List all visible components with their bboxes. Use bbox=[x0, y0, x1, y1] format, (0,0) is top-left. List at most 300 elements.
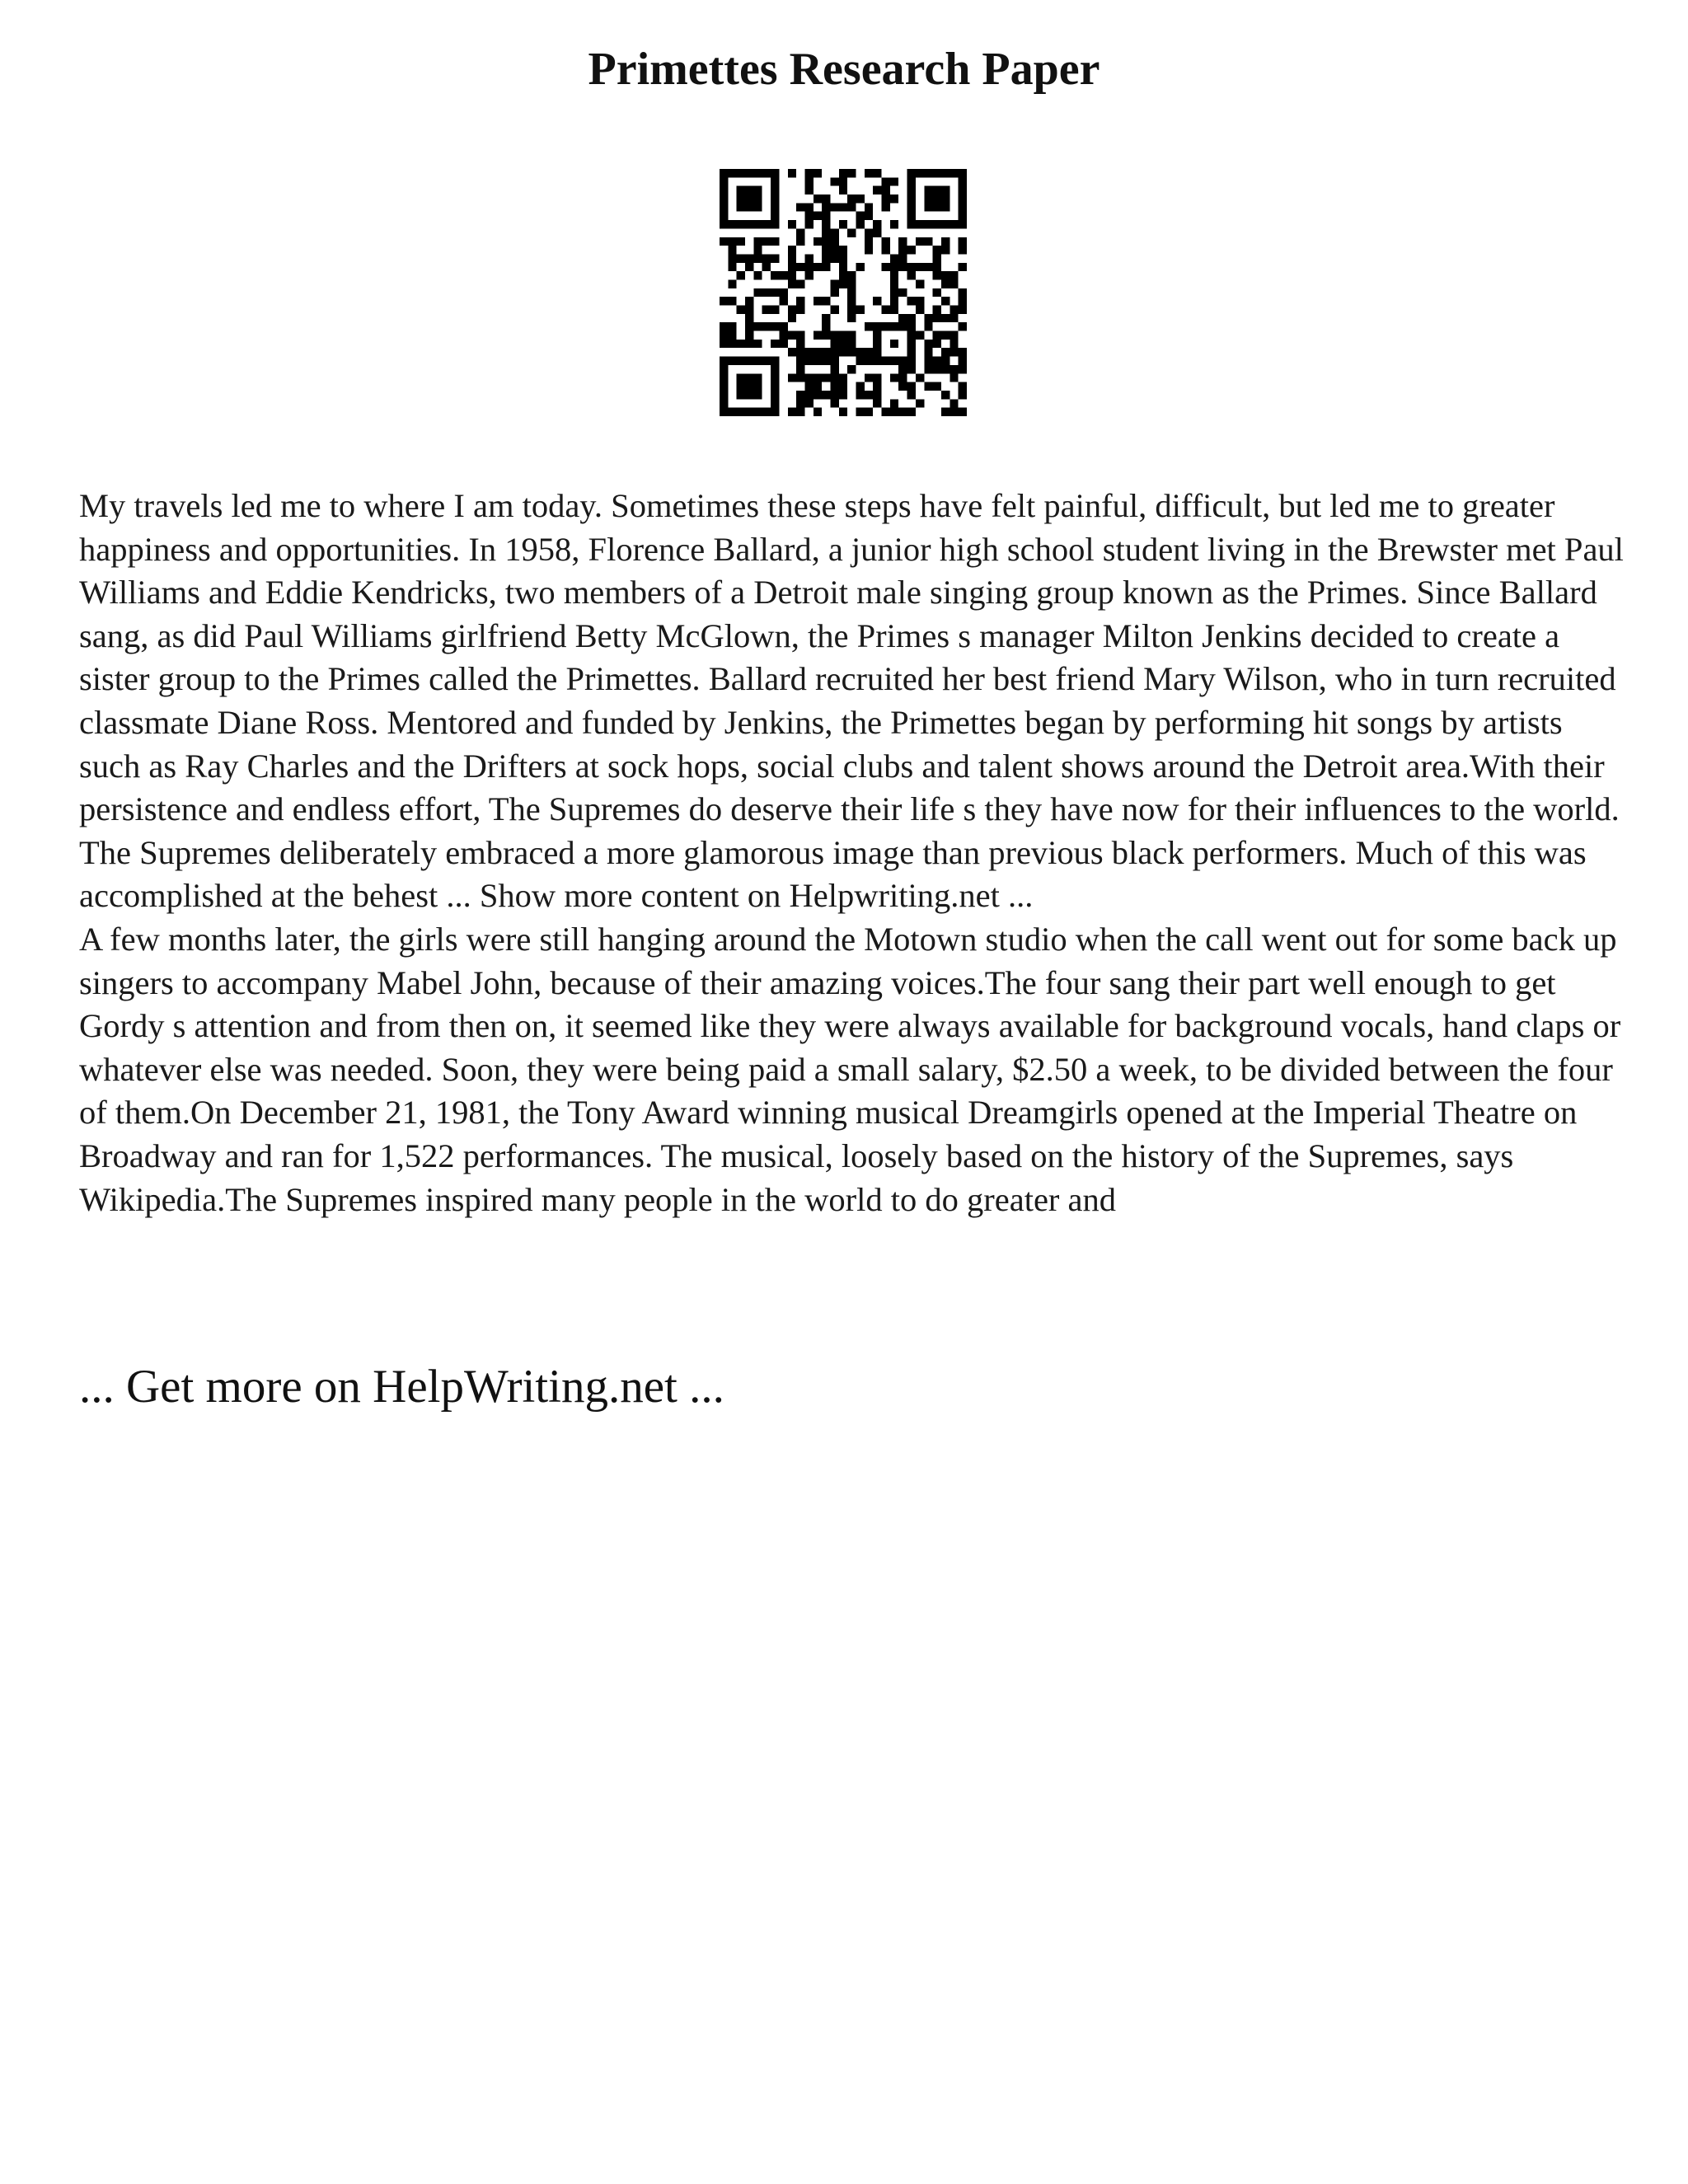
qr-module bbox=[856, 212, 865, 220]
qr-module bbox=[753, 194, 762, 203]
qr-module bbox=[753, 340, 762, 348]
qr-module bbox=[941, 186, 950, 194]
qr-module bbox=[856, 194, 865, 203]
qr-module bbox=[728, 322, 736, 330]
qr-module bbox=[847, 194, 856, 203]
qr-module bbox=[804, 220, 813, 228]
qr-module bbox=[796, 279, 804, 288]
qr-module bbox=[728, 297, 736, 305]
qr-module bbox=[959, 237, 967, 246]
qr-module bbox=[959, 203, 967, 211]
qr-module bbox=[890, 399, 898, 407]
qr-module bbox=[907, 348, 916, 356]
qr-module bbox=[737, 391, 745, 399]
paragraph: My travels led me to where I am today. Sometimes these steps have felt painful, difficult, but led me to greater happiness and opportunities. In 1958, Florence Ballard, a junior high school student living in the Brewster met Paul Williams and Eddie Kendricks, two members of a Detroit male singing group known as the Primes. Since Ballard sang, as did Paul Williams girlfriend Betty McGlown, the Primes s manager Milton Jenkins decided to create a sister group to the Primes called the Primettes. Ballard recruited her best friend Mary Wilson, who in turn recruited classmate Diane Ross. Mentored and funded by Jenkins, the Primettes began by performing hit songs by artists such as Ray Charles and the Drifters at sock hops, social clubs and talent shows around the Detroit area.With their persistence and endless effort, The Supremes do deserve their life s they have now for their influences to the world. The Supremes deliberately embraced a more glamorous image than previous black performers. Much of this was accomplished at the behest ... Show more content on Helpwriting.net ... bbox=[79, 487, 1624, 915]
qr-module bbox=[788, 169, 796, 177]
qr-module bbox=[916, 373, 924, 382]
qr-module bbox=[745, 169, 753, 177]
qr-module bbox=[865, 212, 873, 220]
qr-module bbox=[941, 297, 950, 305]
qr-module bbox=[907, 203, 916, 211]
qr-module bbox=[839, 382, 847, 391]
qr-module bbox=[941, 194, 950, 203]
qr-module bbox=[745, 340, 753, 348]
qr-module bbox=[898, 357, 907, 365]
qr-module bbox=[796, 237, 804, 246]
qr-module bbox=[890, 288, 898, 297]
qr-module bbox=[933, 203, 941, 211]
qr-module bbox=[941, 246, 950, 254]
qr-module bbox=[924, 365, 932, 373]
qr-module bbox=[830, 246, 838, 254]
qr-module bbox=[924, 220, 932, 228]
qr-module bbox=[916, 263, 924, 271]
qr-module bbox=[804, 373, 813, 382]
qr-module bbox=[865, 357, 873, 365]
qr-module bbox=[771, 373, 779, 382]
qr-module bbox=[737, 203, 745, 211]
qr-module bbox=[882, 408, 890, 416]
qr-module bbox=[916, 399, 924, 407]
get-more-link-text[interactable]: ... Get more on HelpWriting.net ... bbox=[79, 1361, 724, 1413]
qr-module bbox=[839, 348, 847, 356]
qr-module bbox=[847, 331, 856, 340]
qr-module bbox=[907, 391, 916, 399]
qr-module bbox=[804, 203, 813, 211]
qr-module bbox=[804, 357, 813, 365]
qr-module bbox=[941, 220, 950, 228]
qr-module bbox=[856, 348, 865, 356]
qr-module bbox=[796, 357, 804, 365]
qr-module bbox=[941, 408, 950, 416]
qr-module bbox=[865, 373, 873, 382]
qr-module bbox=[959, 169, 967, 177]
qr-module bbox=[865, 169, 873, 177]
qr-module bbox=[865, 322, 873, 330]
qr-module bbox=[924, 194, 932, 203]
qr-module bbox=[924, 237, 932, 246]
qr-module bbox=[830, 340, 838, 348]
qr-module bbox=[890, 408, 898, 416]
qr-module bbox=[737, 382, 745, 391]
qr-module bbox=[788, 263, 796, 271]
qr-module bbox=[814, 331, 822, 340]
qr-module bbox=[959, 212, 967, 220]
qr-module bbox=[865, 391, 873, 399]
qr-module bbox=[907, 186, 916, 194]
qr-module bbox=[839, 373, 847, 382]
qr-module bbox=[745, 373, 753, 382]
qr-module bbox=[933, 331, 941, 340]
qr-module bbox=[924, 340, 932, 348]
qr-module bbox=[933, 169, 941, 177]
qr-module bbox=[830, 306, 838, 314]
qr-module bbox=[788, 373, 796, 382]
qr-module bbox=[788, 254, 796, 262]
qr-module bbox=[771, 177, 779, 185]
qr-module bbox=[950, 348, 958, 356]
qr-module bbox=[907, 408, 916, 416]
qr-module bbox=[959, 186, 967, 194]
qr-module bbox=[856, 357, 865, 365]
get-more-link[interactable] bbox=[79, 1358, 724, 1416]
qr-module bbox=[771, 254, 779, 262]
qr-module bbox=[941, 279, 950, 288]
qr-module bbox=[762, 254, 771, 262]
qr-module bbox=[890, 263, 898, 271]
qr-module bbox=[839, 263, 847, 271]
qr-module bbox=[847, 279, 856, 288]
qr-module bbox=[941, 203, 950, 211]
qr-module bbox=[804, 263, 813, 271]
qr-module bbox=[933, 314, 941, 322]
qr-module bbox=[882, 203, 890, 211]
qr-module bbox=[839, 391, 847, 399]
qr-module bbox=[830, 279, 838, 288]
qr-module bbox=[865, 246, 873, 254]
qr-module bbox=[856, 408, 865, 416]
qr-module bbox=[933, 194, 941, 203]
qr-module bbox=[771, 322, 779, 330]
qr-module bbox=[830, 365, 838, 373]
qr-module bbox=[898, 237, 907, 246]
qr-module bbox=[745, 314, 753, 322]
qr-module bbox=[924, 382, 932, 391]
qr-module bbox=[890, 340, 898, 348]
qr-module bbox=[720, 297, 728, 305]
qr-module bbox=[822, 322, 830, 330]
qr-module bbox=[737, 271, 745, 279]
qr-module bbox=[762, 237, 771, 246]
qr-module bbox=[779, 322, 787, 330]
qr-module bbox=[822, 220, 830, 228]
qr-module bbox=[737, 169, 745, 177]
qr-module bbox=[771, 194, 779, 203]
qr-module bbox=[830, 177, 838, 185]
qr-module bbox=[950, 399, 958, 407]
qr-module bbox=[847, 169, 856, 177]
qr-module bbox=[720, 177, 728, 185]
qr-module bbox=[728, 169, 736, 177]
qr-module bbox=[847, 348, 856, 356]
qr-module bbox=[814, 194, 822, 203]
qr-module bbox=[898, 246, 907, 254]
qr-module bbox=[737, 254, 745, 262]
qr-module bbox=[771, 340, 779, 348]
qr-module bbox=[924, 357, 932, 365]
qr-module bbox=[753, 373, 762, 382]
qr-module bbox=[779, 297, 787, 305]
qr-module bbox=[737, 357, 745, 365]
qr-module bbox=[873, 220, 881, 228]
qr-module bbox=[745, 220, 753, 228]
qr-module bbox=[873, 373, 881, 382]
qr-module bbox=[907, 194, 916, 203]
qr-module bbox=[916, 306, 924, 314]
qr-module bbox=[737, 194, 745, 203]
qr-module bbox=[728, 254, 736, 262]
qr-module bbox=[865, 408, 873, 416]
qr-module bbox=[856, 391, 865, 399]
qr-module bbox=[924, 186, 932, 194]
qr-module bbox=[728, 237, 736, 246]
qr-module bbox=[882, 263, 890, 271]
qr-module bbox=[856, 263, 865, 271]
qr-module bbox=[796, 391, 804, 399]
qr-module bbox=[856, 306, 865, 314]
qr-module bbox=[898, 382, 907, 391]
qr-module bbox=[941, 391, 950, 399]
qr-module bbox=[941, 314, 950, 322]
qr-module bbox=[882, 194, 890, 203]
qr-module bbox=[720, 220, 728, 228]
qr-module bbox=[856, 220, 865, 228]
qr-module bbox=[796, 408, 804, 416]
qr-module bbox=[762, 288, 771, 297]
qr-module bbox=[933, 254, 941, 262]
qr-module bbox=[822, 246, 830, 254]
qr-module bbox=[814, 169, 822, 177]
qr-module bbox=[959, 348, 967, 356]
qr-module bbox=[907, 365, 916, 373]
qr-module bbox=[916, 237, 924, 246]
qr-module bbox=[804, 186, 813, 194]
qr-module bbox=[941, 237, 950, 246]
qr-module bbox=[830, 228, 838, 237]
qr-module bbox=[839, 220, 847, 228]
qr-module bbox=[950, 306, 958, 314]
qr-module bbox=[771, 357, 779, 365]
qr-module bbox=[907, 271, 916, 279]
qr-module bbox=[839, 254, 847, 262]
qr-module bbox=[890, 322, 898, 330]
qr-module bbox=[950, 220, 958, 228]
qr-module bbox=[814, 348, 822, 356]
qr-module bbox=[847, 314, 856, 322]
qr-module bbox=[737, 237, 745, 246]
qr-module bbox=[933, 220, 941, 228]
qr-module bbox=[959, 391, 967, 399]
qr-module bbox=[830, 348, 838, 356]
qr-module bbox=[890, 279, 898, 288]
qr-module bbox=[796, 399, 804, 407]
qr-module bbox=[847, 340, 856, 348]
qr-module bbox=[804, 271, 813, 279]
qr-module bbox=[771, 382, 779, 391]
qr-module bbox=[788, 314, 796, 322]
qr-module bbox=[924, 263, 932, 271]
qr-module bbox=[873, 169, 881, 177]
qr-module bbox=[959, 177, 967, 185]
qr-module bbox=[873, 331, 881, 340]
qr-module bbox=[720, 186, 728, 194]
qr-module bbox=[873, 399, 881, 407]
qr-module bbox=[753, 237, 762, 246]
qr-module bbox=[916, 220, 924, 228]
qr-module bbox=[814, 373, 822, 382]
qr-module bbox=[753, 186, 762, 194]
qr-module bbox=[882, 306, 890, 314]
qr-module bbox=[873, 322, 881, 330]
qr-module bbox=[814, 391, 822, 399]
qr-module bbox=[865, 237, 873, 246]
qr-module bbox=[753, 357, 762, 365]
qr-module bbox=[796, 228, 804, 237]
qr-module bbox=[720, 169, 728, 177]
qr-module bbox=[959, 306, 967, 314]
qr-module bbox=[804, 169, 813, 177]
qr-module bbox=[771, 306, 779, 314]
qr-module bbox=[745, 357, 753, 365]
qr-module bbox=[950, 365, 958, 373]
qr-module bbox=[950, 271, 958, 279]
qr-module bbox=[839, 177, 847, 185]
qr-module bbox=[847, 288, 856, 297]
qr-module bbox=[804, 391, 813, 399]
qr-module bbox=[933, 340, 941, 348]
qr-module bbox=[839, 340, 847, 348]
qr-module bbox=[745, 322, 753, 330]
qr-module bbox=[753, 382, 762, 391]
qr-module bbox=[796, 306, 804, 314]
qr-module bbox=[822, 203, 830, 211]
qr-module bbox=[804, 212, 813, 220]
qr-module bbox=[924, 348, 932, 356]
qr-module bbox=[788, 220, 796, 228]
qr-module bbox=[745, 263, 753, 271]
qr-module bbox=[804, 382, 813, 391]
qr-module bbox=[720, 365, 728, 373]
qr-module bbox=[941, 169, 950, 177]
qr-module bbox=[720, 382, 728, 391]
qr-module bbox=[907, 246, 916, 254]
qr-module bbox=[916, 297, 924, 305]
qr-module bbox=[737, 340, 745, 348]
qr-module bbox=[788, 246, 796, 254]
qr-module bbox=[745, 203, 753, 211]
qr-module bbox=[814, 263, 822, 271]
qr-module bbox=[933, 306, 941, 314]
qr-module bbox=[728, 340, 736, 348]
qr-module bbox=[779, 331, 787, 340]
qr-module bbox=[959, 288, 967, 297]
qr-module bbox=[907, 382, 916, 391]
qr-module bbox=[907, 357, 916, 365]
qr-module bbox=[847, 228, 856, 237]
qr-module bbox=[959, 194, 967, 203]
qr-module bbox=[839, 271, 847, 279]
qr-module bbox=[959, 246, 967, 254]
qr-module bbox=[720, 340, 728, 348]
qr-module bbox=[753, 391, 762, 399]
qr-module bbox=[882, 246, 890, 254]
qr-module bbox=[788, 306, 796, 314]
qr-module bbox=[753, 322, 762, 330]
qr-module bbox=[890, 194, 898, 203]
qr-module bbox=[847, 271, 856, 279]
article-body bbox=[79, 485, 1629, 1221]
qr-module bbox=[873, 297, 881, 305]
qr-module bbox=[898, 314, 907, 322]
qr-module bbox=[762, 408, 771, 416]
qr-module bbox=[890, 254, 898, 262]
qr-module bbox=[839, 186, 847, 194]
qr-module bbox=[907, 177, 916, 185]
qr-module bbox=[720, 399, 728, 407]
qr-module bbox=[737, 373, 745, 382]
qr-module bbox=[950, 331, 958, 340]
qr-module bbox=[907, 263, 916, 271]
qr-module bbox=[830, 288, 838, 297]
qr-module bbox=[830, 203, 838, 211]
qr-module bbox=[856, 382, 865, 391]
qr-module bbox=[822, 357, 830, 365]
qr-module bbox=[762, 322, 771, 330]
qr-module bbox=[873, 228, 881, 237]
qr-module bbox=[933, 382, 941, 391]
qr-module bbox=[950, 314, 958, 322]
qr-module bbox=[890, 297, 898, 305]
qr-module bbox=[796, 297, 804, 305]
qr-module bbox=[822, 212, 830, 220]
qr-module bbox=[933, 263, 941, 271]
qr-module bbox=[941, 331, 950, 340]
qr-module bbox=[720, 373, 728, 382]
qr-module bbox=[839, 279, 847, 288]
qr-module bbox=[933, 271, 941, 279]
qr-module bbox=[950, 169, 958, 177]
qr-module bbox=[865, 348, 873, 356]
qr-module bbox=[753, 254, 762, 262]
qr-module bbox=[822, 331, 830, 340]
qr-module bbox=[762, 220, 771, 228]
qr-module bbox=[822, 348, 830, 356]
qr-module bbox=[873, 382, 881, 391]
qr-module bbox=[771, 271, 779, 279]
qr-code-icon[interactable] bbox=[720, 169, 967, 416]
qr-module bbox=[873, 186, 881, 194]
qr-module bbox=[924, 314, 932, 322]
qr-module bbox=[941, 348, 950, 356]
qr-module bbox=[898, 254, 907, 262]
qr-module bbox=[924, 169, 932, 177]
qr-module bbox=[959, 297, 967, 305]
qr-module bbox=[728, 357, 736, 365]
qr-module bbox=[890, 271, 898, 279]
qr-module bbox=[728, 220, 736, 228]
qr-module bbox=[822, 314, 830, 322]
qr-module bbox=[728, 408, 736, 416]
qr-module bbox=[753, 220, 762, 228]
qr-module bbox=[898, 322, 907, 330]
qr-module bbox=[907, 314, 916, 322]
qr-module bbox=[796, 348, 804, 356]
qr-module bbox=[728, 246, 736, 254]
qr-module bbox=[898, 365, 907, 373]
qr-module bbox=[882, 186, 890, 194]
qr-module bbox=[898, 408, 907, 416]
qr-module bbox=[771, 288, 779, 297]
qr-module bbox=[822, 391, 830, 399]
qr-module bbox=[720, 322, 728, 330]
qr-module bbox=[950, 340, 958, 348]
qr-module bbox=[720, 194, 728, 203]
qr-module bbox=[839, 408, 847, 416]
qr-module bbox=[720, 212, 728, 220]
qr-module bbox=[924, 322, 932, 330]
qr-module bbox=[720, 408, 728, 416]
qr-module bbox=[873, 357, 881, 365]
